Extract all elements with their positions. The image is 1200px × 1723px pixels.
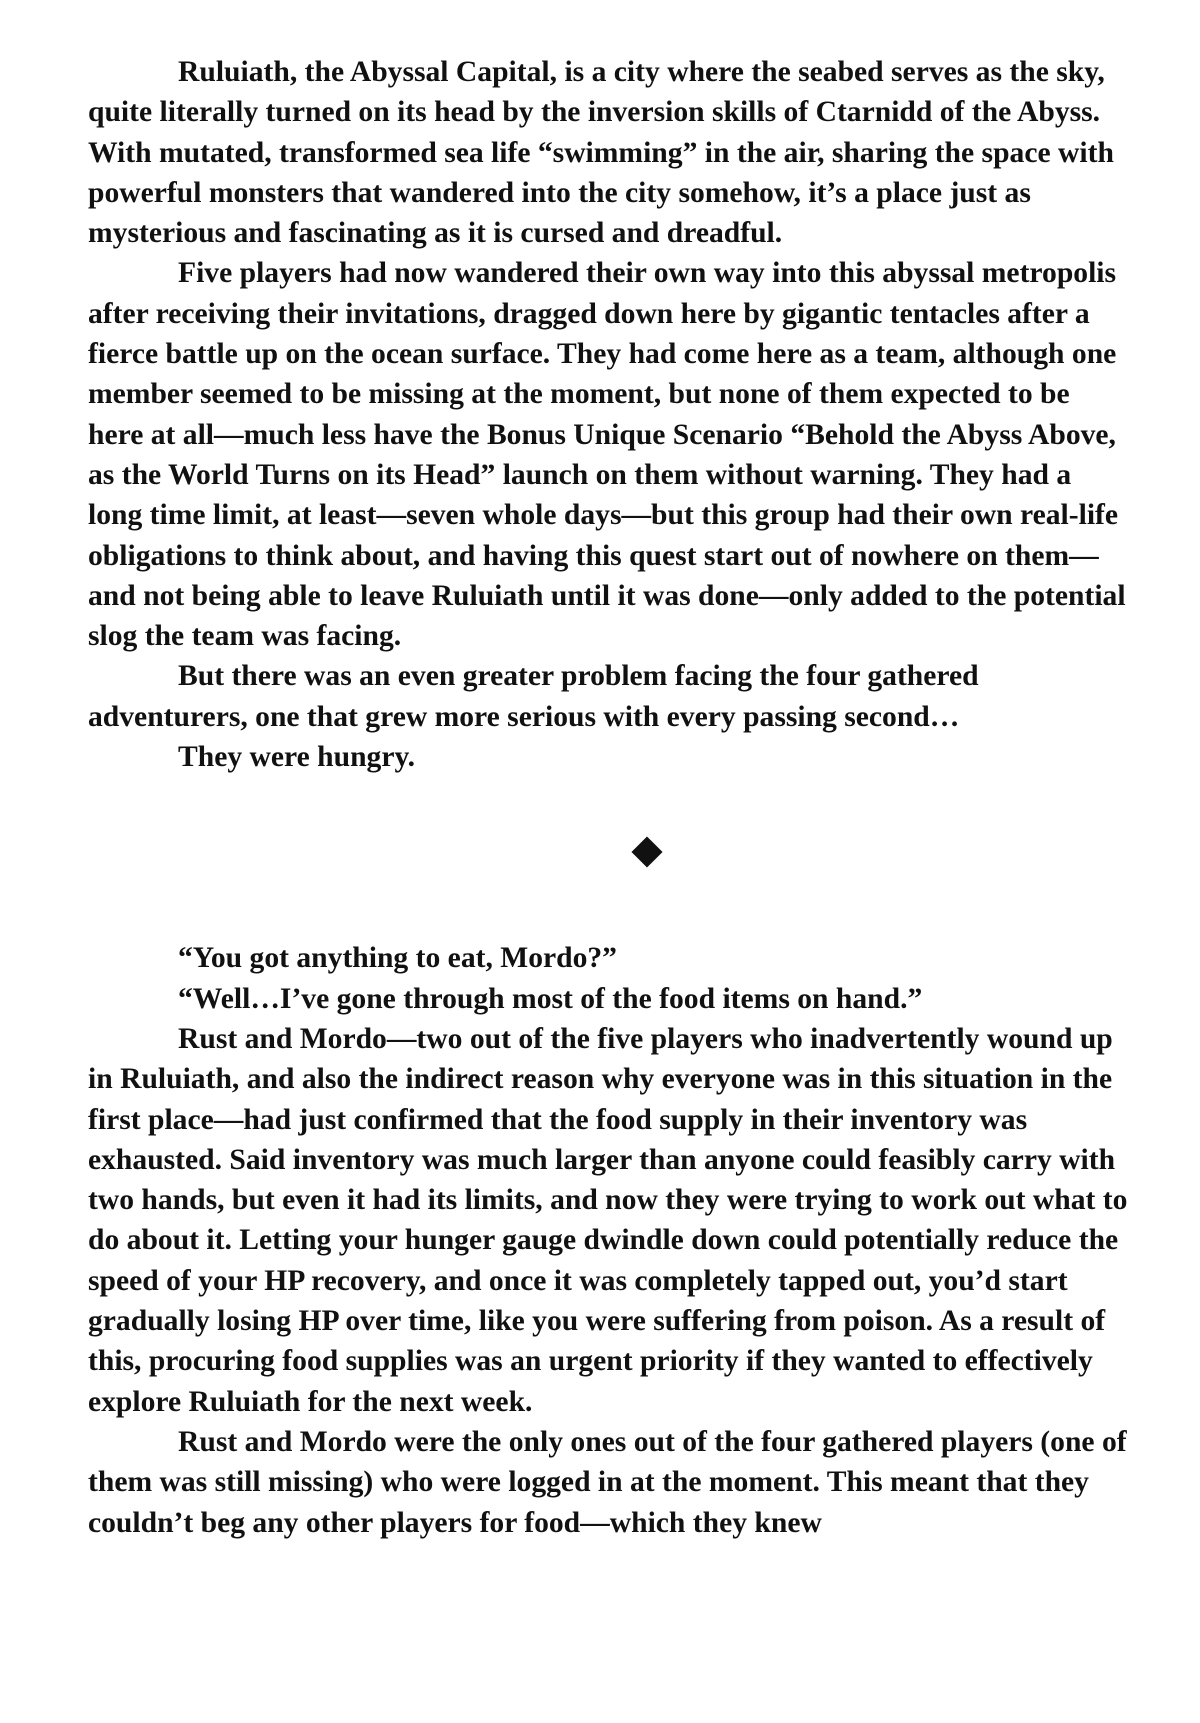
paragraph: But there was an even greater problem facing the four gathered adventurers, one that grew more serious with every passing second… <box>88 660 979 733</box>
paragraph: “Well…I’ve gone through most of the food items on hand.” <box>178 982 923 1015</box>
paragraph: Rust and Mordo—two out of the five players who inadvertently wound up in Ruluiath, and also the indirect reason why everyone was in this situation in the first place—had just confirmed that the food supply in their inventory was exhausted. Said inventory was much larger than anyone could feasibly carry with two hands, but even it had its limits, and now they were trying to work out what to do about it. Letting your hunger gauge dwindle down could potentially reduce the speed of your HP recovery, and once it was completely tapped out, you’d start gradually losing HP over time, like you were suffering from poison. As a result of this, procuring food supplies was an urgent priority if they wanted to effectively explore Ruluiath for the next week. <box>88 1022 1128 1418</box>
diamond-icon <box>631 837 662 868</box>
paragraph: Ruluiath, the Abyssal Capital, is a city where the seabed serves as the sky, quite literally turned on its head by the inversion skills of Ctarnidd of the Abyss. With mutated, transformed sea life “swimming” in the air, sharing the space with powerful monsters that wandered into the city somehow, it’s a place just as mysterious and fascinating as it is cursed and dreadful. <box>88 56 1114 250</box>
paragraph: They were hungry. <box>178 741 416 774</box>
scene-break <box>88 777 1128 938</box>
page-body <box>88 52 1128 1543</box>
paragraph: Rust and Mordo were the only ones out of the four gathered players (one of them was still missing) who were logged in at the moment. This meant that they couldn’t beg any other players for food—which they knew <box>88 1425 1127 1539</box>
paragraph: “You got anything to eat, Mordo?” <box>178 942 617 975</box>
paragraph: Five players had now wandered their own way into this abyssal metropolis after receiving their invitations, dragged down here by gigantic tentacles after a fierce battle up on the ocean surface. They had come here as a team, although one member seemed to be missing at the moment, but none of them expected to be here at all—much less have the Bonus Unique Scenario “Behold the Abyss Above, as the World Turns on its Head” launch on them without warning. They had a long time limit, at least—seven whole days—but this group had their own real-life obligations to think about, and having this quest start out of nowhere on them—and not being able to leave Ruluiath until it was done—only added to the potential slog the team was facing. <box>88 257 1126 653</box>
